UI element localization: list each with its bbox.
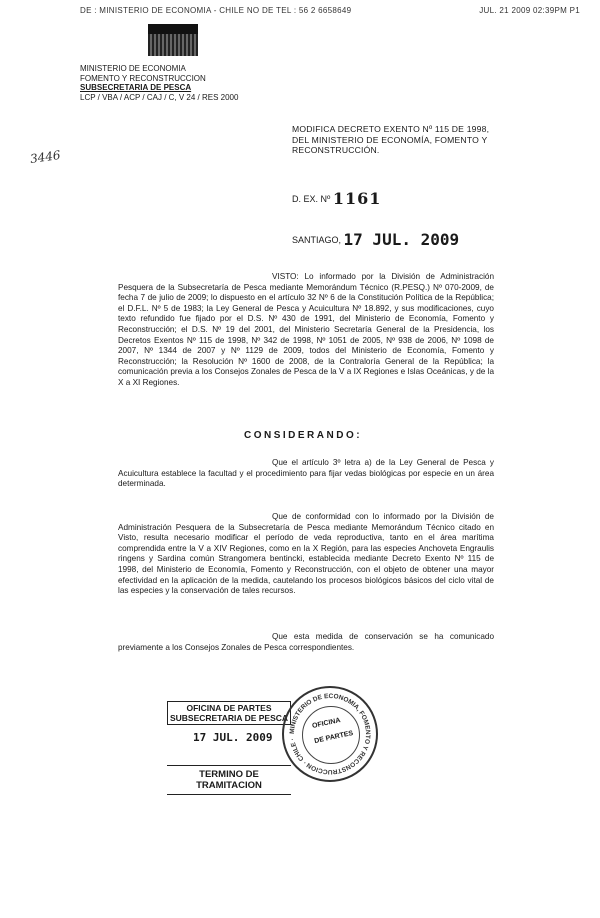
seal-center-1: OFICINA [311,717,342,730]
considerando-2 [118,512,494,597]
decree-date-line [292,228,459,247]
official-seal [282,686,378,782]
handwritten-number: 3446 [29,147,62,167]
stamp-date: 17 JUL. 2009 [193,731,273,744]
considerando-2-text: Que de conformidad con lo informado por la División de Administración Pesquera de la Subsecretaría de Pesca mediante Memorándum Técnico citado en Visto, resulta necesario modificar el período de veda reproductiva, tanto en el área marítima comprendida entre la V a XIV Regiones, como en la X Región, para las especies Anchoveta Engraulis ringens y Sardina común Strangomera bentincki, establecida mediante Decreto Exento Nº 115 de 1998, del Ministerio de Economía, Fomento y Reconstrucción, con el objeto de obtener una mayor efectividad en la aplicación de la medida, cautelando los procesos biológicos básicos del ciclo vital de las especies y la conservación de tales recursos. [118,512,494,596]
date-place: SANTIAGO, [292,235,342,245]
decree-label: D. EX. Nº [292,194,331,204]
ministry-block [80,64,238,102]
stamp-status: TERMINO DE TRAMITACION [167,765,291,795]
ministry-logo [148,24,198,56]
ministry-name: MINISTERIO DE ECONOMIA [80,64,186,73]
stamp-dept: SUBSECRETARIA DE PESCA [169,713,289,723]
decree-title: MODIFICA DECRETO EXENTO Nº 115 DE 1998, DEL MINISTERIO DE ECONOMÍA, FOMENTO Y RECONSTRUCCIÓN. [292,124,490,155]
visto-paragraph [118,272,494,389]
decree-number: 1161 [332,189,382,208]
stamp-office: OFICINA DE PARTES [186,703,272,713]
subsecretaria-name: SUBSECRETARIA DE PESCA [80,83,192,92]
seal-ring-text: MINISTERIO DE ECONOMIA, FOMENTO Y RECONSTRUCCION · CHILE · [288,692,372,776]
visto-text: VISTO: Lo informado por la División de Administración Pesquera de la Subsecretaría de Pesca mediante Memorándum Técnico (R.PESQ.) Nº 070-2009, de fecha 7 de julio de 2009; lo dispuesto en el artículo 32 Nº 6 de la Constitución Política de la República; el D.F.L. Nº 5 de 1983; la Ley General de Pesca y Acuicultura Nº 18.892, y sus modificaciones, cuyo texto refundido fue fijado por el D.S. Nº 430 de 1991, del Ministerio de Economía, Fomento y Reconstrucción; el D.S. Nº 19 del 2001, del Ministerio Secretaría General de la Presidencia, los Decretos Exentos Nº 115 de 1998, Nº 342 de 1998, Nº 1051 de 2005, Nº 938 de 2006, Nº 1098 de 2007, Nº 1344 de 2007 y Nº 1129 de 2009, todos del Ministerio de Economía, Fomento y Reconstrucción; la Resolución Nº 1600 de 2008, de la Contraloría General de la República; la comunicación previa a los Consejos Zonales de Pesca de la V a IX Regiones e Islas Oceánicas, y de la X a XI Regiones. [118,272,494,387]
considerando-3 [118,632,494,653]
decree-date: 17 JUL. 2009 [343,230,460,249]
decree-number-line [292,187,381,206]
oficina-partes-stamp [167,701,291,793]
considerando-1 [118,458,494,490]
ministry-subname: FOMENTO Y RECONSTRUCCION [80,73,206,83]
considerando-1-text: Que el artículo 3º letra a) de la Ley General de Pesca y Acuicultura establece la facultad y el procedimiento para fijar vedas biológicas por especie en un área determinada. [118,458,494,489]
fax-header [80,6,580,15]
considerando-3-text: Que esta medida de conservación se ha comunicado previamente a los Consejos Zonales de Pesca correspondientes. [118,632,494,652]
considerando-heading: CONSIDERANDO: [244,430,363,441]
reference-initials: LCP / VBA / ACP / CAJ / C, V 24 / RES 2000 [80,92,239,102]
fax-sender: DE : MINISTERIO DE ECONOMIA - CHILE NO DE TEL : 56 2 6658649 [80,6,352,15]
seal-center-2: DE PARTES [313,729,354,746]
stamp-header [167,701,291,725]
fax-timestamp: JUL. 21 2009 02:39PM P1 [479,6,580,15]
